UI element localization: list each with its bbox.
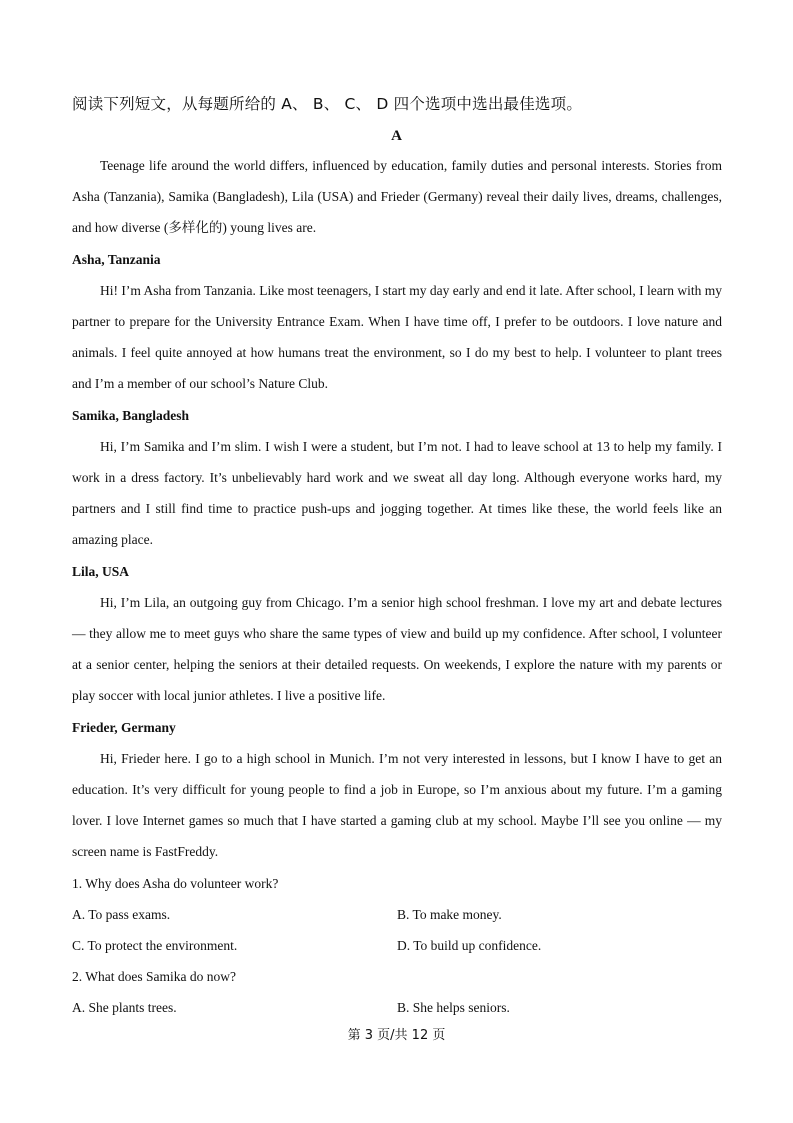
option-d: D. To build up confidence. [397,938,542,954]
question-stem: 2. What does Samika do now? [72,969,236,985]
question-stem: 1. Why does Asha do volunteer work? [72,875,279,891]
option-a: A. She plants trees. [72,1000,177,1016]
intro-paragraph: Teenage life around the world differs, influenced by education, family duties and personal interests. Stories from Asha (Tanzania), Samika (Bangladesh), Lila (USA) and Frieder (Germany) reveal their daily lives, dreams, challenges, and how diverse (多样化的) young lives are. [72,158,722,236]
option-c: C. To protect the environment. [72,938,238,954]
option-b: B. She helps seniors. [397,1000,510,1016]
section-label: A [391,128,402,144]
profile-text: Hi, I’m Lila, an outgoing guy from Chicago. I’m a senior high school freshman. I love my art and debate lectures — they allow me to meet guys who share the same types of view and build up my confidence. After school, I volunteer at a senior center, helping the seniors at their detailed requests. On weekends, I explore the nature with my parents or play soccer with local junior athletes. I live a positive life. [72,594,722,704]
profile-name: Samika, Bangladesh [72,407,190,423]
profile-name: Asha, Tanzania [72,251,161,267]
reading-instruction: 阅读下列短文，从每题所给的 A、 B、 C、 D 四个选项中选出最佳选项。 [72,95,583,113]
profile-text: Hi, I’m Samika and I’m slim. I wish I were a student, but I’m not. I had to leave school at 13 to help my family. I work in a dress factory. It’s unbelievably hard work and we sweat all day long. Although everyone works hard, my partners and I still find time to practice push-ups and jogging together. At times like these, the world feels like an amazing place. [72,438,722,548]
profile-text: Hi, Frieder here. I go to a high school in Munich. I’m not very interested in lessons, but I know I have to get an education. It’s very difficult for young people to find a job in Europe, so I’m anxious about my future. I’m a gaming lover. I love Internet games so much that I have started a gaming club at my school. Maybe I’ll see you online — my screen name is FastFreddy. [72,750,722,860]
option-row [72,992,722,1023]
profile-name: Frieder, Germany [72,719,176,735]
option-row [72,899,722,930]
profile-name: Lila, USA [72,563,130,579]
page-footer: 第 3 页/共 12 页 [347,1028,446,1043]
passage-body [72,150,722,1024]
option-row [72,930,722,961]
option-a: A. To pass exams. [72,906,171,922]
option-b: B. To make money. [397,906,502,922]
profile-text: Hi! I’m Asha from Tanzania. Like most teenagers, I start my day early and end it late. After school, I learn with my partner to prepare for the University Entrance Exam. When I have time off, I prefer to be outdoors. I love nature and animals. I feel quite annoyed at how humans treat the environment, so I do my best to help. I volunteer to plant trees and I’m a member of our school’s Nature Club. [72,282,722,392]
